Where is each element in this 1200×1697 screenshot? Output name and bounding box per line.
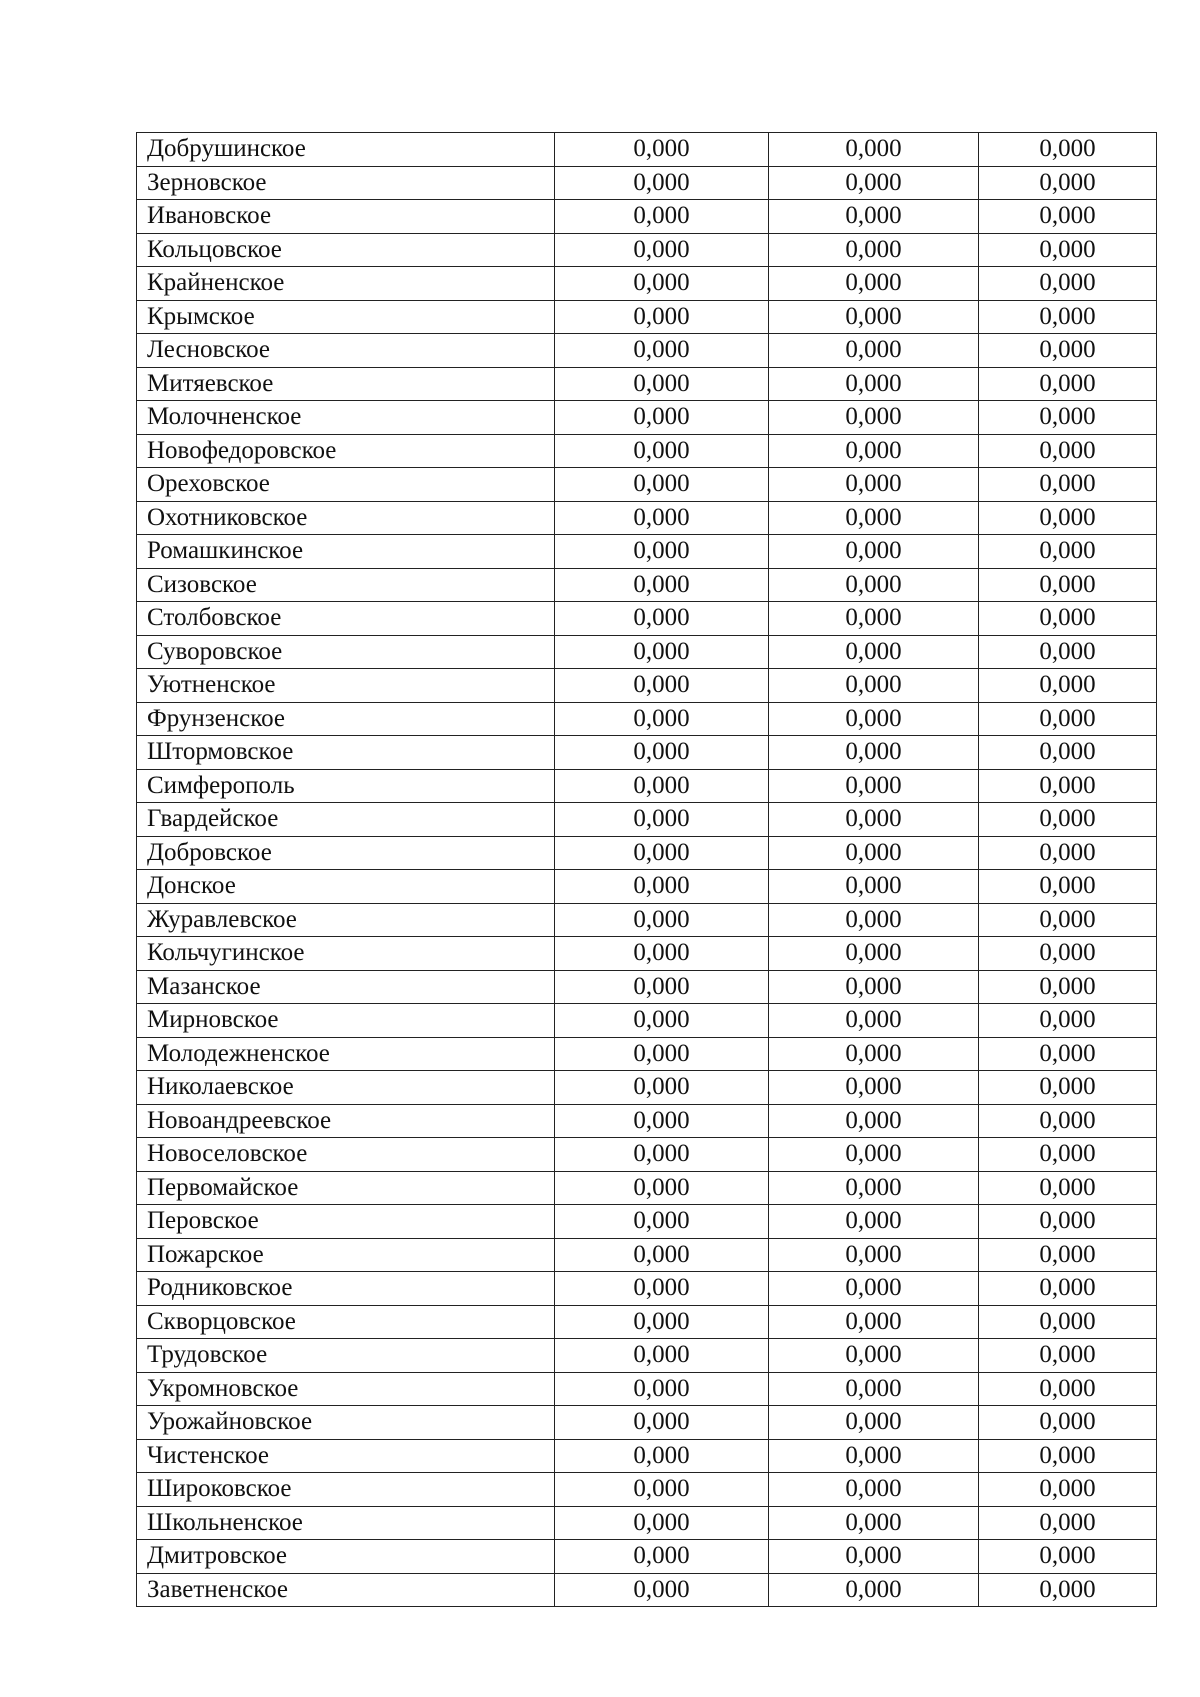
table-row bbox=[137, 1439, 1157, 1473]
value-cell-col1: 0,000 bbox=[555, 367, 769, 401]
table-row bbox=[137, 602, 1157, 636]
value-cell-col3: 0,000 bbox=[979, 233, 1157, 267]
table-row bbox=[137, 1272, 1157, 1306]
value-cell-col3: 0,000 bbox=[979, 166, 1157, 200]
settlement-name-cell: Новофедоровское bbox=[137, 434, 555, 468]
value-cell-col1: 0,000 bbox=[555, 1473, 769, 1507]
value-cell-col2: 0,000 bbox=[769, 1540, 979, 1574]
settlement-name-cell: Пожарское bbox=[137, 1238, 555, 1272]
value-cell-col1: 0,000 bbox=[555, 568, 769, 602]
value-cell-col2: 0,000 bbox=[769, 401, 979, 435]
value-cell-col2: 0,000 bbox=[769, 267, 979, 301]
settlement-name-cell: Молочненское bbox=[137, 401, 555, 435]
settlement-name-cell: Крымское bbox=[137, 300, 555, 334]
value-cell-col2: 0,000 bbox=[769, 937, 979, 971]
table-row bbox=[137, 769, 1157, 803]
settlement-name-cell: Ромашкинское bbox=[137, 535, 555, 569]
value-cell-col2: 0,000 bbox=[769, 133, 979, 167]
settlement-name-cell: Штормовское bbox=[137, 736, 555, 770]
value-cell-col3: 0,000 bbox=[979, 1238, 1157, 1272]
value-cell-col2: 0,000 bbox=[769, 434, 979, 468]
settlement-name-cell: Мирновское bbox=[137, 1004, 555, 1038]
table-row bbox=[137, 669, 1157, 703]
settlement-name-cell: Мазанское bbox=[137, 970, 555, 1004]
value-cell-col3: 0,000 bbox=[979, 1439, 1157, 1473]
value-cell-col1: 0,000 bbox=[555, 736, 769, 770]
value-cell-col2: 0,000 bbox=[769, 836, 979, 870]
value-cell-col2: 0,000 bbox=[769, 1138, 979, 1172]
value-cell-col2: 0,000 bbox=[769, 300, 979, 334]
settlement-name-cell: Родниковское bbox=[137, 1272, 555, 1306]
settlement-name-cell: Симферополь bbox=[137, 769, 555, 803]
settlement-name-cell: Донское bbox=[137, 870, 555, 904]
settlement-name-cell: Перовское bbox=[137, 1205, 555, 1239]
value-cell-col2: 0,000 bbox=[769, 535, 979, 569]
value-cell-col3: 0,000 bbox=[979, 1104, 1157, 1138]
value-cell-col1: 0,000 bbox=[555, 1037, 769, 1071]
settlement-name-cell: Новоандреевское bbox=[137, 1104, 555, 1138]
value-cell-col2: 0,000 bbox=[769, 1372, 979, 1406]
value-cell-col2: 0,000 bbox=[769, 1071, 979, 1105]
table-row bbox=[137, 568, 1157, 602]
settlement-name-cell: Крайненское bbox=[137, 267, 555, 301]
value-cell-col3: 0,000 bbox=[979, 970, 1157, 1004]
value-cell-col3: 0,000 bbox=[979, 401, 1157, 435]
value-cell-col1: 0,000 bbox=[555, 200, 769, 234]
value-cell-col2: 0,000 bbox=[769, 501, 979, 535]
value-cell-col1: 0,000 bbox=[555, 702, 769, 736]
value-cell-col1: 0,000 bbox=[555, 233, 769, 267]
table-row bbox=[137, 1473, 1157, 1507]
value-cell-col3: 0,000 bbox=[979, 769, 1157, 803]
value-cell-col1: 0,000 bbox=[555, 970, 769, 1004]
value-cell-col2: 0,000 bbox=[769, 1506, 979, 1540]
value-cell-col3: 0,000 bbox=[979, 1171, 1157, 1205]
value-cell-col3: 0,000 bbox=[979, 200, 1157, 234]
table-row bbox=[137, 468, 1157, 502]
settlement-name-cell: Чистенское bbox=[137, 1439, 555, 1473]
value-cell-col3: 0,000 bbox=[979, 133, 1157, 167]
value-cell-col2: 0,000 bbox=[769, 1473, 979, 1507]
value-cell-col2: 0,000 bbox=[769, 200, 979, 234]
table-row bbox=[137, 367, 1157, 401]
value-cell-col1: 0,000 bbox=[555, 1138, 769, 1172]
value-cell-col3: 0,000 bbox=[979, 1473, 1157, 1507]
value-cell-col2: 0,000 bbox=[769, 334, 979, 368]
settlement-name-cell: Первомайское bbox=[137, 1171, 555, 1205]
table-row bbox=[137, 1573, 1157, 1607]
table-row bbox=[137, 903, 1157, 937]
value-cell-col2: 0,000 bbox=[769, 1104, 979, 1138]
value-cell-col2: 0,000 bbox=[769, 903, 979, 937]
table-row bbox=[137, 1339, 1157, 1373]
value-cell-col3: 0,000 bbox=[979, 870, 1157, 904]
value-cell-col3: 0,000 bbox=[979, 937, 1157, 971]
value-cell-col2: 0,000 bbox=[769, 602, 979, 636]
value-cell-col3: 0,000 bbox=[979, 635, 1157, 669]
value-cell-col1: 0,000 bbox=[555, 870, 769, 904]
settlement-name-cell: Школьненское bbox=[137, 1506, 555, 1540]
value-cell-col3: 0,000 bbox=[979, 669, 1157, 703]
table-row bbox=[137, 1238, 1157, 1272]
value-cell-col3: 0,000 bbox=[979, 1540, 1157, 1574]
value-cell-col3: 0,000 bbox=[979, 568, 1157, 602]
settlement-name-cell: Заветненское bbox=[137, 1573, 555, 1607]
settlement-name-cell: Добрушинское bbox=[137, 133, 555, 167]
settlement-name-cell: Гвардейское bbox=[137, 803, 555, 837]
table-row bbox=[137, 1037, 1157, 1071]
settlement-name-cell: Суворовское bbox=[137, 635, 555, 669]
table-row bbox=[137, 736, 1157, 770]
value-cell-col3: 0,000 bbox=[979, 267, 1157, 301]
value-cell-col1: 0,000 bbox=[555, 635, 769, 669]
table-row bbox=[137, 803, 1157, 837]
value-cell-col2: 0,000 bbox=[769, 702, 979, 736]
settlement-name-cell: Охотниковское bbox=[137, 501, 555, 535]
table-row bbox=[137, 1171, 1157, 1205]
settlement-name-cell: Укромновское bbox=[137, 1372, 555, 1406]
value-cell-col2: 0,000 bbox=[769, 568, 979, 602]
value-cell-col2: 0,000 bbox=[769, 1439, 979, 1473]
value-cell-col3: 0,000 bbox=[979, 903, 1157, 937]
value-cell-col1: 0,000 bbox=[555, 1171, 769, 1205]
value-cell-col3: 0,000 bbox=[979, 1071, 1157, 1105]
value-cell-col1: 0,000 bbox=[555, 1506, 769, 1540]
value-cell-col1: 0,000 bbox=[555, 267, 769, 301]
value-cell-col3: 0,000 bbox=[979, 1205, 1157, 1239]
table-row bbox=[137, 401, 1157, 435]
value-cell-col1: 0,000 bbox=[555, 1238, 769, 1272]
settlement-name-cell: Уютненское bbox=[137, 669, 555, 703]
table-row bbox=[137, 836, 1157, 870]
value-cell-col3: 0,000 bbox=[979, 434, 1157, 468]
value-cell-col2: 0,000 bbox=[769, 669, 979, 703]
table-row bbox=[137, 970, 1157, 1004]
value-cell-col3: 0,000 bbox=[979, 1305, 1157, 1339]
value-cell-col1: 0,000 bbox=[555, 1004, 769, 1038]
value-cell-col1: 0,000 bbox=[555, 1305, 769, 1339]
value-cell-col3: 0,000 bbox=[979, 736, 1157, 770]
value-cell-col3: 0,000 bbox=[979, 300, 1157, 334]
value-cell-col1: 0,000 bbox=[555, 535, 769, 569]
value-cell-col1: 0,000 bbox=[555, 1272, 769, 1306]
settlement-name-cell: Дмитровское bbox=[137, 1540, 555, 1574]
settlement-name-cell: Митяевское bbox=[137, 367, 555, 401]
value-cell-col1: 0,000 bbox=[555, 1573, 769, 1607]
value-cell-col1: 0,000 bbox=[555, 1071, 769, 1105]
value-cell-col2: 0,000 bbox=[769, 1272, 979, 1306]
value-cell-col3: 0,000 bbox=[979, 1406, 1157, 1440]
value-cell-col1: 0,000 bbox=[555, 1439, 769, 1473]
table-body bbox=[137, 133, 1157, 1607]
value-cell-col3: 0,000 bbox=[979, 1506, 1157, 1540]
settlements-table bbox=[136, 132, 1157, 1607]
settlement-name-cell: Столбовское bbox=[137, 602, 555, 636]
value-cell-col1: 0,000 bbox=[555, 803, 769, 837]
value-cell-col1: 0,000 bbox=[555, 434, 769, 468]
value-cell-col2: 0,000 bbox=[769, 635, 979, 669]
value-cell-col1: 0,000 bbox=[555, 602, 769, 636]
value-cell-col2: 0,000 bbox=[769, 870, 979, 904]
value-cell-col3: 0,000 bbox=[979, 836, 1157, 870]
value-cell-col1: 0,000 bbox=[555, 468, 769, 502]
table-row bbox=[137, 1305, 1157, 1339]
table-row bbox=[137, 233, 1157, 267]
value-cell-col1: 0,000 bbox=[555, 401, 769, 435]
value-cell-col3: 0,000 bbox=[979, 1272, 1157, 1306]
value-cell-col1: 0,000 bbox=[555, 903, 769, 937]
table-row bbox=[137, 1071, 1157, 1105]
table-row bbox=[137, 133, 1157, 167]
value-cell-col1: 0,000 bbox=[555, 133, 769, 167]
value-cell-col1: 0,000 bbox=[555, 300, 769, 334]
settlement-name-cell: Сизовское bbox=[137, 568, 555, 602]
value-cell-col3: 0,000 bbox=[979, 367, 1157, 401]
settlement-name-cell: Журавлевское bbox=[137, 903, 555, 937]
settlement-name-cell: Кольцовское bbox=[137, 233, 555, 267]
value-cell-col1: 0,000 bbox=[555, 769, 769, 803]
settlement-name-cell: Добровское bbox=[137, 836, 555, 870]
value-cell-col2: 0,000 bbox=[769, 1004, 979, 1038]
value-cell-col3: 0,000 bbox=[979, 602, 1157, 636]
value-cell-col2: 0,000 bbox=[769, 367, 979, 401]
table-row bbox=[137, 1506, 1157, 1540]
settlement-name-cell: Урожайновское bbox=[137, 1406, 555, 1440]
table-row bbox=[137, 1004, 1157, 1038]
table-row bbox=[137, 267, 1157, 301]
value-cell-col3: 0,000 bbox=[979, 501, 1157, 535]
value-cell-col2: 0,000 bbox=[769, 1171, 979, 1205]
settlement-name-cell: Новоселовское bbox=[137, 1138, 555, 1172]
value-cell-col1: 0,000 bbox=[555, 501, 769, 535]
value-cell-col2: 0,000 bbox=[769, 803, 979, 837]
value-cell-col3: 0,000 bbox=[979, 803, 1157, 837]
value-cell-col1: 0,000 bbox=[555, 1540, 769, 1574]
settlement-name-cell: Скворцовское bbox=[137, 1305, 555, 1339]
settlement-name-cell: Кольчугинское bbox=[137, 937, 555, 971]
value-cell-col3: 0,000 bbox=[979, 535, 1157, 569]
value-cell-col2: 0,000 bbox=[769, 468, 979, 502]
table-row bbox=[137, 870, 1157, 904]
table-row bbox=[137, 300, 1157, 334]
table-row bbox=[137, 200, 1157, 234]
settlement-name-cell: Молодежненское bbox=[137, 1037, 555, 1071]
settlement-name-cell: Зерновское bbox=[137, 166, 555, 200]
table-row bbox=[137, 635, 1157, 669]
settlement-name-cell: Фрунзенское bbox=[137, 702, 555, 736]
value-cell-col1: 0,000 bbox=[555, 1104, 769, 1138]
value-cell-col3: 0,000 bbox=[979, 1004, 1157, 1038]
table-row bbox=[137, 501, 1157, 535]
value-cell-col2: 0,000 bbox=[769, 1305, 979, 1339]
value-cell-col2: 0,000 bbox=[769, 769, 979, 803]
table-row bbox=[137, 1372, 1157, 1406]
value-cell-col3: 0,000 bbox=[979, 702, 1157, 736]
table-row bbox=[137, 1406, 1157, 1440]
value-cell-col3: 0,000 bbox=[979, 1138, 1157, 1172]
value-cell-col1: 0,000 bbox=[555, 669, 769, 703]
value-cell-col3: 0,000 bbox=[979, 468, 1157, 502]
settlement-name-cell: Ореховское bbox=[137, 468, 555, 502]
value-cell-col1: 0,000 bbox=[555, 1205, 769, 1239]
settlement-name-cell: Ивановское bbox=[137, 200, 555, 234]
settlement-name-cell: Широковское bbox=[137, 1473, 555, 1507]
value-cell-col2: 0,000 bbox=[769, 1339, 979, 1373]
settlement-name-cell: Николаевское bbox=[137, 1071, 555, 1105]
table-row bbox=[137, 937, 1157, 971]
value-cell-col1: 0,000 bbox=[555, 836, 769, 870]
table-row bbox=[137, 702, 1157, 736]
table-row bbox=[137, 1205, 1157, 1239]
table-row bbox=[137, 1104, 1157, 1138]
settlement-name-cell: Лесновское bbox=[137, 334, 555, 368]
value-cell-col1: 0,000 bbox=[555, 1406, 769, 1440]
value-cell-col2: 0,000 bbox=[769, 970, 979, 1004]
value-cell-col2: 0,000 bbox=[769, 1406, 979, 1440]
table-row bbox=[137, 1540, 1157, 1574]
value-cell-col3: 0,000 bbox=[979, 1339, 1157, 1373]
value-cell-col1: 0,000 bbox=[555, 1372, 769, 1406]
value-cell-col3: 0,000 bbox=[979, 1372, 1157, 1406]
value-cell-col2: 0,000 bbox=[769, 1238, 979, 1272]
table-row bbox=[137, 434, 1157, 468]
value-cell-col3: 0,000 bbox=[979, 334, 1157, 368]
value-cell-col2: 0,000 bbox=[769, 1205, 979, 1239]
value-cell-col2: 0,000 bbox=[769, 233, 979, 267]
value-cell-col2: 0,000 bbox=[769, 1037, 979, 1071]
value-cell-col3: 0,000 bbox=[979, 1573, 1157, 1607]
value-cell-col2: 0,000 bbox=[769, 736, 979, 770]
value-cell-col1: 0,000 bbox=[555, 334, 769, 368]
value-cell-col1: 0,000 bbox=[555, 166, 769, 200]
table-row bbox=[137, 166, 1157, 200]
settlement-name-cell: Трудовское bbox=[137, 1339, 555, 1373]
value-cell-col1: 0,000 bbox=[555, 1339, 769, 1373]
table-row bbox=[137, 334, 1157, 368]
table-row bbox=[137, 535, 1157, 569]
value-cell-col2: 0,000 bbox=[769, 166, 979, 200]
table-row bbox=[137, 1138, 1157, 1172]
value-cell-col2: 0,000 bbox=[769, 1573, 979, 1607]
value-cell-col1: 0,000 bbox=[555, 937, 769, 971]
value-cell-col3: 0,000 bbox=[979, 1037, 1157, 1071]
